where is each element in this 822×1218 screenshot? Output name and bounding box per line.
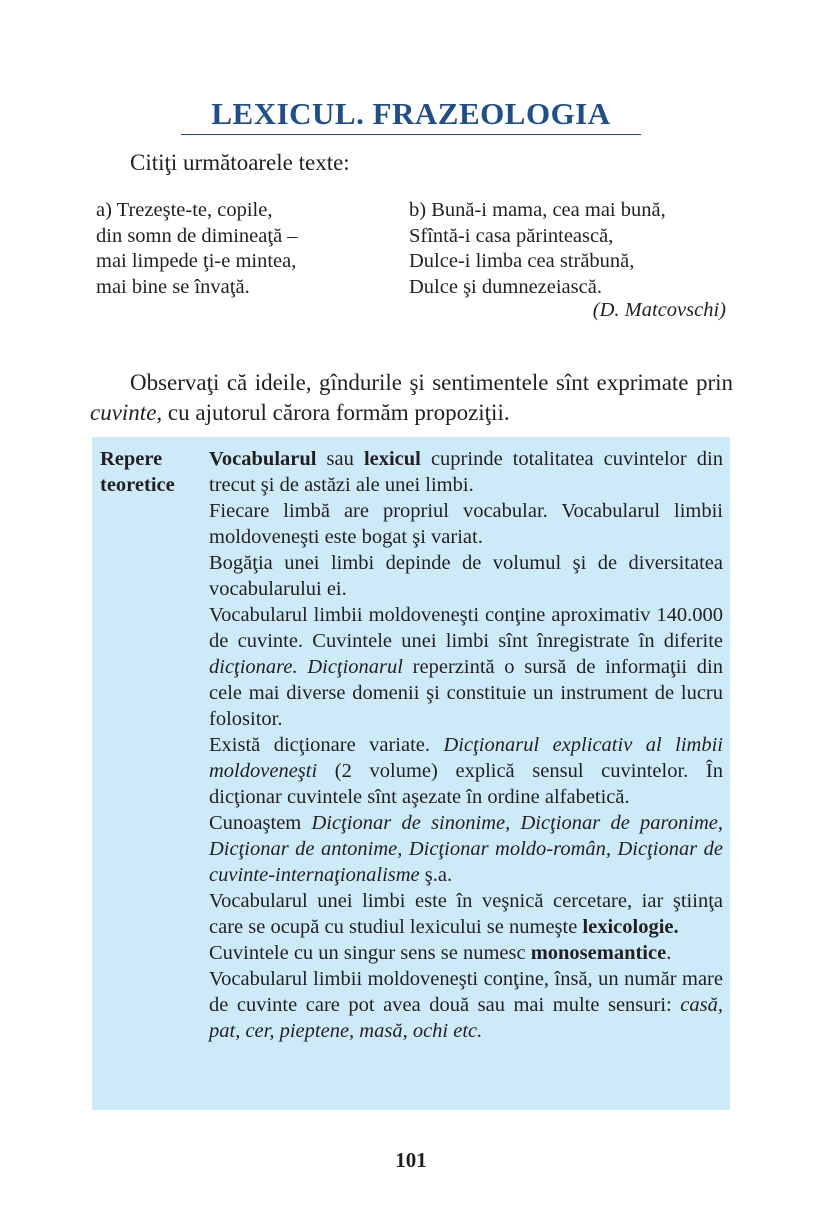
theory-paragraph: Bogăţia unei limbi depinde de volumul şi de diversitatea vocabularului ei. [209,552,723,600]
text-run: (2 volume) explică sensul cuvintelor. În dicţionar cuvintele sînt aşezate în ordine alfabetică. [209,760,723,808]
theory-paragraph [209,446,723,498]
term-italic: dicţionare. Dicţionarul [209,656,403,678]
intro-instruction: Citiţi următoarele texte: [130,150,350,175]
poem-a-line: a) Trezeşte-te, copile, [96,199,273,221]
page-title: LEXICUL. FRAZEOLOGIA [211,96,611,131]
term-italic: Dicţionarul explicativ al limbii moldoveneşti [209,734,723,782]
observation-paragraph [90,368,733,428]
poem-a [96,198,298,300]
theory-paragraph [209,810,723,888]
text-run: reperzintă o sursă de informaţii din cele mai diverse domenii şi constituie un instrument de lucru folositor. [209,656,723,730]
text-run: . [666,942,672,964]
theory-label-line: Repere [100,448,163,470]
text-run: Cunoaştem [209,812,312,834]
text-run: sau [316,448,364,470]
theory-label-line: teoretice [100,474,175,496]
theory-text [209,446,723,1044]
poem-b-line: Dulce-i limba cea străbună, [409,250,635,272]
poem-a-line: din somn de dimineaţă – [96,224,298,247]
text-run: Vocabularul unei limbi este în veşnică cercetare, iar ştiinţa care se ocupă cu studiul lexicului se numeşte [209,890,723,938]
poem-a-line: mai limpede ţi-e mintea, [96,250,297,272]
text-run: ş.a. [419,864,453,886]
theory-paragraph [209,940,723,966]
poem-b-line: Sfîntă-i casa părintească, [409,224,614,247]
term-bold: lexicologie. [582,916,679,938]
term-bold: monosemantice [530,942,667,964]
theory-paragraph: Fiecare limbă are propriul vocabular. Vocabularul limbii moldoveneşti este bogat şi variat. [209,500,723,548]
theory-paragraph [209,966,723,1044]
theory-paragraph [209,888,723,940]
poem-b-author: (D. Matcovschi) [592,299,726,321]
term-italic: casă, pat, cer, pieptene, masă, ochi etc. [209,994,723,1042]
text-run: cuprinde totalitatea cuvintelor din trecut şi de astăzi ale unei limbi. [209,448,723,496]
title-underline [181,134,641,135]
theory-box [92,437,730,1110]
theory-paragraph [209,602,723,732]
text-run: Vocabularul limbii moldoveneşti conţine, însă, un număr mare de cuvinte care pot avea două sau mai multe sensuri: [209,968,723,1016]
observation-text: , cu ajutorul cărora formăm propoziţii. [156,400,510,425]
theory-label [100,446,175,498]
theory-paragraph [209,732,723,810]
text-run: Cuvintele cu un singur sens se numesc [209,942,531,964]
term-italic: Dicţionar de sinonime, Dicţionar de paronime, Dicţionar de antonime, Dicţionar moldo-român, Dicţionar de cuvinte-internaţionalisme [209,812,723,886]
text-run: Există dicţionare variate. [209,734,444,756]
text-run: Vocabularul limbii moldoveneşti conţine aproximativ 140.000 de cuvinte. Cuvintele unei limbi sînt înregistrate în diferite [209,604,723,652]
observation-text: Observaţi că ideile, gîndurile şi sentimentele sînt exprimate prin [130,370,733,395]
poem-a-line: mai bine se învaţă. [96,275,250,298]
poem-b-line: b) Bună-i mama, cea mai bună, [409,199,666,221]
observation-emphasis: cuvinte [90,400,157,425]
term-bold: Vocabularul [209,448,317,470]
page-number: 101 [395,1148,427,1172]
poem-b-line: Dulce şi dumnezeiască. [409,275,602,298]
poem-b [409,198,666,300]
term-bold: lexicul [363,448,421,470]
